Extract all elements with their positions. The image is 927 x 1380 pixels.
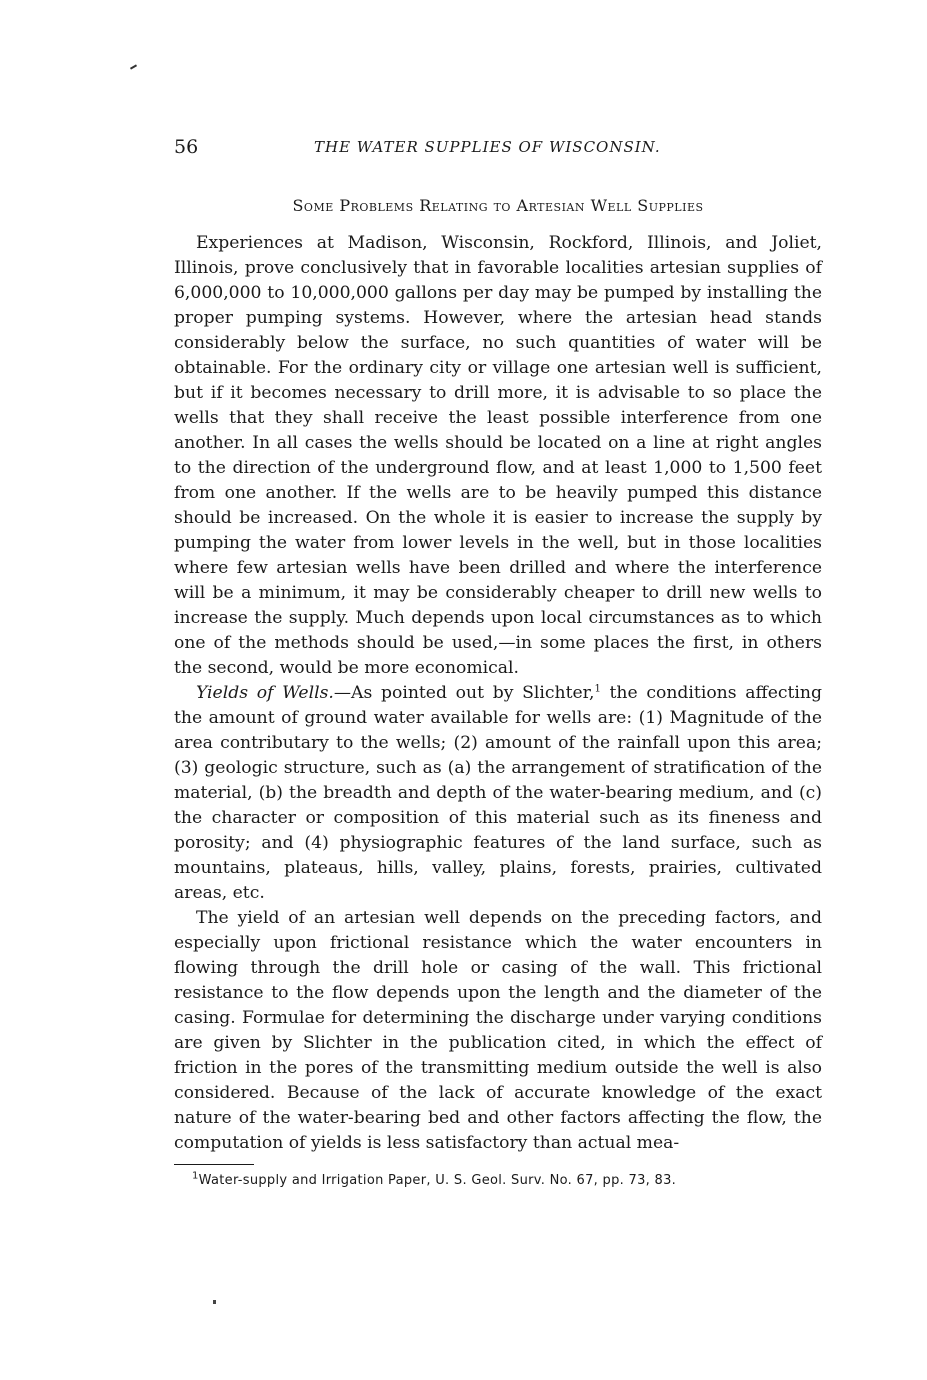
footnote — [174, 1170, 822, 1188]
running-title: THE WATER SUPPLIES OF WISCONSIN. — [314, 138, 661, 156]
page-number: 56 — [174, 136, 199, 158]
running-head — [174, 136, 822, 164]
footnote-reference: 1 — [594, 683, 601, 695]
paragraph-2-lead: —As pointed out by Slichter, — [333, 683, 595, 703]
footnote-text: Water-supply and Irrigation Paper, U. S. Geol. Surv. No. 67, pp. 73, 83. — [198, 1173, 677, 1188]
document-page — [174, 136, 822, 1188]
paragraph-3: The yield of an artesian well depends on the preceding factors, and especially upon frictional resistance which the water encounters in flowing through the drill hole or casing of the wall. This frictional resistance to the flow depends upon the length and the diameter of the casing. Formulae for determining the discharge under varying conditions are given by Slichter in the publication cited, in which the effect of friction in the pores of the transmitting medium outside the well is also considered. Because of the lack of accurate knowledge of the exact nature of the water-bearing bed and other factors affecting the flow, the computation of yields is less satisfactory than actual mea- — [174, 908, 822, 1153]
ink-speck — [213, 1300, 216, 1304]
footnote-rule — [174, 1164, 254, 1165]
body-text — [174, 231, 822, 1156]
paragraph-2 — [174, 681, 822, 906]
footnote-marker: 1 — [192, 1170, 199, 1182]
section-title: Some Problems Relating to Artesian Well Supplies — [292, 196, 704, 215]
ink-speck — [130, 64, 137, 69]
run-in-heading: Yields of Wells. — [196, 683, 334, 703]
paragraph-1: Experiences at Madison, Wisconsin, Rockford, Illinois, and Joliet, Illinois, prove conclusively that in favorable localities artesian supplies of 6,000,000 to 10,000,000 gallons per day may be pumped by installing the proper pumping systems. However, where the artesian head stands considerably below the surface, no such quantities of water will be obtainable. For the ordinary city or village one artesian well is sufficient, but if it becomes necessary to drill more, it is advisable to so place the wells that they shall receive the least possible interference from one another. In all cases the wells should be located on a line at right angles to the direction of the underground flow, and at least 1,000 to 1,500 feet from one another. If the wells are to be heavily pumped this distance should be increased. On the whole it is easier to increase the supply by pumping the water from lower levels in the well, but in those localities where few artesian wells have been drilled and where the interference will be a minimum, it may be considerably cheaper to drill new wells to increase the supply. Much depends upon local circumstances as to which one of the methods should be used,—in some places the first, in others the second, would be more economical. — [174, 233, 822, 678]
paragraph-2-text: the conditions affecting the amount of ground water available for wells are: (1) Magnitude of the area contributary to the wells; (2) amount of the rainfall upon this area; (3) geologic structure, such as (a) the arrangement of stratification of the material, (b) the breadth and depth of the water-bearing medium, and (c) the character or composition of this material such as its fineness and porosity; and (4) physiographic features of the land surface, such as mountains, plateaus, hills, valley, plains, forests, prairies, cultivated areas, etc. — [174, 683, 822, 903]
